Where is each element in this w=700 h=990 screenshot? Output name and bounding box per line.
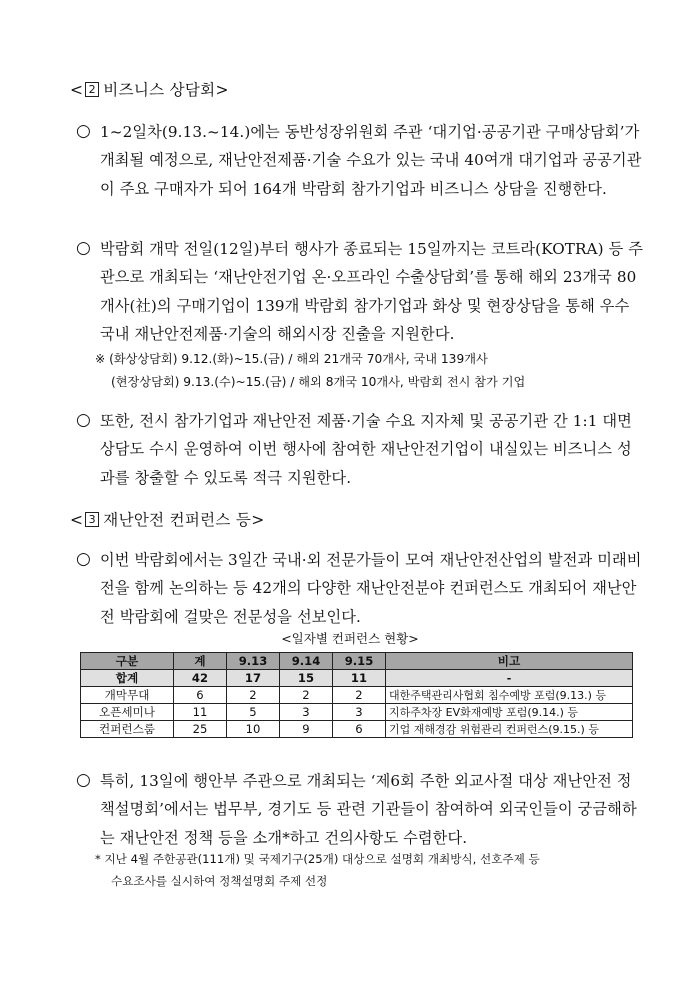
- paragraph-export-consultation: 박람회 개막 전일(12일)부터 행사가 종료되는 15일까지는 코트라(KOTRA) 등 주관으로 개최되는 ‘재난안전기업 온·오프라인 수출상담회’를 통해 해외 23개국 80개사(社)의 구매기업이 139개 박람회 참가기업과 화상 및 현장상담을 통해 우수 국내 재난안전제품·기술의 해외시장 진출을 지원한다.: [100, 240, 644, 344]
- table-row: [81, 687, 633, 704]
- paragraph-conference-overview: 이번 박람회에서는 3일간 국내·외 전문가들이 모여 재난안전산업의 발전과 미래비전을 함께 논의하는 등 42개의 다양한 재난안전분야 컨퍼런스도 개최되어 재난안전 박람회에 걸맞은 전문성을 선보인다.: [100, 551, 642, 626]
- table-header-cell: 구분: [81, 653, 174, 670]
- table-cell: 11: [333, 670, 386, 687]
- table-cell: 6: [333, 721, 386, 738]
- table-header-row: [81, 653, 633, 670]
- table-cell: 3: [280, 704, 333, 721]
- section-heading-business: < 2 비즈니스 상담회>: [70, 81, 229, 99]
- table-row-total: [81, 670, 633, 687]
- conference-table: [80, 652, 633, 738]
- bullet-circle-icon: ○: [76, 238, 91, 258]
- note-line-onsite: (현장상담회) 9.13.(수)~15.(금) / 해외 8개국 10개사, 박람회 전시 참가 기업: [111, 375, 526, 389]
- note-consultation-schedule: [95, 348, 655, 394]
- paragraph-buyer-consultation: 1~2일차(9.13.~14.)에는 동반성장위원회 주관 ‘대기업·공공기관 구매상담회’가 개최될 예정으로, 재난안전제품·기술 수요가 있는 국내 40여개 대기업과 공공기관이 주요 구매자가 되어 164개 박람회 참가기업과 비즈니스 상담을 진행한다.: [100, 123, 642, 198]
- table-row: [81, 721, 633, 738]
- table-header-cell: 비고: [386, 653, 633, 670]
- bullet-circle-icon: ○: [76, 549, 91, 569]
- bullet-circle-icon: ○: [76, 121, 91, 141]
- paragraph-one-on-one: 또한, 전시 참가기업과 재난안전 제품·기술 수요 지자체 및 공공기관 간 1:1 대면상담도 수시 운영하여 이번 행사에 참여한 재난안전기업이 내실있는 비즈니스 성과를 창출할 수 있도록 적극 지원한다.: [100, 412, 632, 487]
- table-cell: 오픈세미나: [81, 704, 174, 721]
- table-cell: 대한주택관리사협회 침수예방 포럼(9.13.) 등: [386, 687, 633, 704]
- table-cell: 15: [280, 670, 333, 687]
- table-cell: 25: [174, 721, 227, 738]
- table-cell: 11: [174, 704, 227, 721]
- section-title: 재난안전 컨퍼런스 등: [103, 511, 252, 529]
- table-row: [81, 704, 633, 721]
- paragraph-policy-briefing: 특히, 13일에 행안부 주관으로 개최되는 ‘제6회 주한 외교사절 대상 재난안전 정책설명회’에서는 법무부, 경기도 등 관련 기관들이 참여하여 외국인들이 궁금해하는 재난안전 정책 등을 소개*하고 건의사항도 수렴한다.: [100, 772, 637, 847]
- table-cell: 10: [227, 721, 280, 738]
- table-cell: 2: [280, 687, 333, 704]
- section-number-box: 3: [85, 512, 99, 527]
- table-cell: 2: [333, 687, 386, 704]
- footnote-line: 수요조사를 실시하여 정책설명회 주제 선정: [111, 874, 328, 888]
- bullet-circle-icon: ○: [76, 410, 91, 430]
- footnote-survey: [95, 848, 655, 892]
- table-header-cell: 9.13: [227, 653, 280, 670]
- table-header-cell: 9.14: [280, 653, 333, 670]
- table-cell: 기업 재해경감 위험관리 컨퍼런스(9.15.) 등: [386, 721, 633, 738]
- table-caption: <일자별 컨퍼런스 현황>: [281, 631, 419, 646]
- table-cell: 5: [227, 704, 280, 721]
- table-cell: 합계: [81, 670, 174, 687]
- table-header-cell: 계: [174, 653, 227, 670]
- section-title: 비즈니스 상담회: [103, 81, 216, 99]
- table-cell: 3: [333, 704, 386, 721]
- bullet-circle-icon: ○: [76, 770, 91, 790]
- footnote-line: * 지난 4월 주한공관(111개) 및 국제기구(25개) 대상으로 설명회 개최방식, 선호주제 등: [95, 852, 540, 866]
- table-cell: 9: [280, 721, 333, 738]
- table-cell: 6: [174, 687, 227, 704]
- note-line-video: ※ (화상상담회) 9.12.(화)~15.(금) / 해외 21개국 70개사, 국내 139개사: [95, 352, 488, 366]
- table-cell: -: [386, 670, 633, 687]
- table-cell: 42: [174, 670, 227, 687]
- section-heading-conference: < 3 재난안전 컨퍼런스 등>: [70, 511, 265, 529]
- table-cell: 컨퍼런스룸: [81, 721, 174, 738]
- table-cell: 2: [227, 687, 280, 704]
- table-cell: 17: [227, 670, 280, 687]
- table-cell: 지하주차장 EV화재예방 포럼(9.14.) 등: [386, 704, 633, 721]
- table-header-cell: 9.15: [333, 653, 386, 670]
- section-number-box: 2: [85, 82, 99, 97]
- table-cell: 개막무대: [81, 687, 174, 704]
